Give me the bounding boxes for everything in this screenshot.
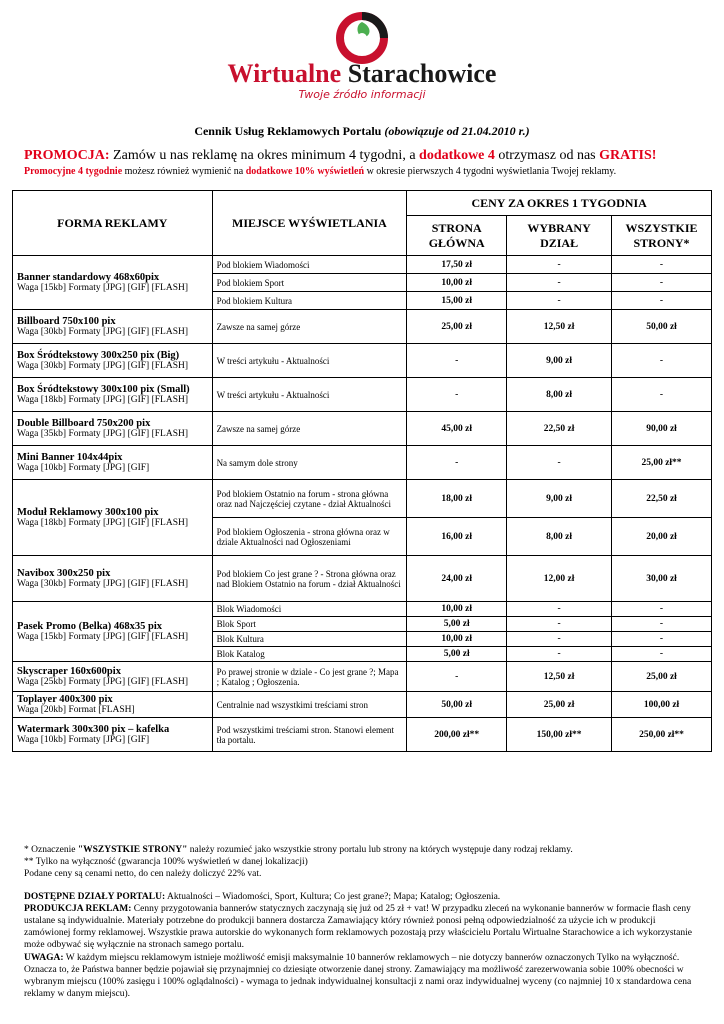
place-cell: Pod blokiem Co jest grane ? - Strona główna oraz nad Blokiem Ostatnio na forum - dział Aktualności: [212, 556, 407, 602]
header-miejsce: MIEJSCE WYŚWIETLANIA: [212, 191, 407, 256]
promo-label: PROMOCJA:: [24, 148, 110, 163]
ad-form-spec: Waga [30kb] Formaty [JPG] [GIF] [FLASH]: [17, 327, 189, 337]
ad-form-cell: [13, 602, 213, 662]
header-dzial: WYBRANY DZIAŁ: [507, 216, 612, 256]
ad-form-name: Pasek Promo (Belka) 468x35 pix: [17, 621, 163, 632]
price-section-cell: 22,50 zł: [507, 412, 612, 446]
price-home-cell: 17,50 zł: [407, 256, 507, 274]
table-row: [13, 556, 712, 602]
price-home-cell: 15,00 zł: [407, 292, 507, 310]
price-all-cell: 20,00 zł: [612, 518, 712, 556]
ad-form-cell: [13, 556, 213, 602]
ad-form-name: Mini Banner 104x44pix: [17, 452, 123, 463]
ad-form-cell: [13, 256, 213, 310]
note-uwaga: [24, 952, 704, 1001]
ad-form-cell: [13, 480, 213, 556]
note-dzialy: [24, 891, 704, 903]
price-all-cell: 22,50 zł: [612, 480, 712, 518]
price-all-cell: 25,00 zł: [612, 662, 712, 692]
price-home-cell: 16,00 zł: [407, 518, 507, 556]
price-all-cell: 100,00 zł: [612, 692, 712, 718]
table-row: [13, 602, 712, 617]
ad-form-spec: Waga [35kb] Formaty [JPG] [GIF] [FLASH]: [17, 429, 189, 439]
note-dzialy-label: DOSTĘPNE DZIAŁY PORTALU:: [24, 891, 166, 902]
ad-form-spec: Waga [18kb] Formaty [JPG] [GIF] [FLASH]: [17, 395, 189, 405]
ad-form-spec: Waga [10kb] Formaty [JPG] [GIF]: [17, 463, 150, 473]
price-section-cell: 25,00 zł: [507, 692, 612, 718]
price-all-cell: -: [612, 274, 712, 292]
table-row: [13, 412, 712, 446]
note1-c: należy rozumieć jako wszystkie strony portalu lub strony na których występuje dany rodzaj reklamy.: [187, 845, 573, 855]
ad-form-name: Banner standardowy 468x60pix: [17, 272, 160, 283]
table-row: [13, 344, 712, 378]
ad-form-spec: Waga [25kb] Formaty [JPG] [GIF] [FLASH]: [17, 677, 189, 687]
promo-text2: otrzymasz od nas: [498, 148, 596, 163]
price-section-cell: 8,00 zł: [507, 518, 612, 556]
note-double-asterisk: ** Tylko na wyłączność (gwarancja 100% wyświetleń w danej lokalizacji): [24, 857, 308, 868]
place-cell: Pod blokiem Ogłoszenia - strona główna oraz w dziale Aktualności nad Ogłoszeniami: [212, 518, 407, 556]
ad-form-name: Watermark 300x300 pix – kafelka: [17, 724, 170, 735]
ad-form-cell: [13, 662, 213, 692]
note-produkcja-text: Cenny przygotowania bannerów statycznych zaczynają się już od 25 zł + vat! W przypadku zleceń na wykonanie bannerów w formacie flash ceny ustalane są indywidualnie. Materiały potrzebne do produkcji bannera dostarcza Zamawiający który również ponosi pełną odpowiedzialność za użycie ich w produkcji zamówionej formy reklamowej. Wszystkie prawa autorskie do wykonanych form reklamowych pozostają przy właścicielu Portalu Wirtualne Starachowice a ich wykorzystanie może odbywać się wyłącznie na stronach samego portalu.: [24, 903, 693, 951]
notes: [24, 844, 704, 1000]
price-home-cell: 5,00 zł: [407, 617, 507, 632]
price-all-cell: -: [612, 292, 712, 310]
price-home-cell: 45,00 zł: [407, 412, 507, 446]
price-home-cell: -: [407, 662, 507, 692]
note1-b: "WSZYSTKIE STRONY": [77, 845, 188, 855]
price-section-cell: -: [507, 256, 612, 274]
ad-form-name: Toplayer 400x300 pix: [17, 694, 113, 705]
promo-free: GRATIS!: [599, 148, 657, 163]
place-cell: Zawsze na samej górze: [212, 310, 407, 344]
ad-form-spec: Waga [20kb] Format [FLASH]: [17, 705, 135, 715]
price-section-cell: -: [507, 446, 612, 480]
price-section-cell: 12,00 zł: [507, 556, 612, 602]
place-cell: Po prawej stronie w dziale - Co jest grane ?; Mapa ; Katalog ; Ogłoszenia.: [212, 662, 407, 692]
table-row: [13, 446, 712, 480]
ad-form-cell: [13, 718, 213, 752]
price-all-cell: -: [612, 256, 712, 274]
price-home-cell: 10,00 zł: [407, 274, 507, 292]
price-section-cell: 12,50 zł: [507, 662, 612, 692]
place-cell: Blok Kultura: [212, 632, 407, 647]
table-row: [13, 256, 712, 274]
heading-main: Cennik Usług Reklamowych Portalu: [194, 124, 382, 138]
heading-valid: (obowiązuje od 21.04.2010 r.): [384, 124, 530, 138]
logo-title: [0, 60, 724, 88]
place-cell: Pod wszystkimi treściami stron. Stanowi element tła portalu.: [212, 718, 407, 752]
price-all-cell: -: [612, 378, 712, 412]
document-heading: [0, 124, 724, 139]
promo-line2: [24, 166, 616, 177]
price-section-cell: 150,00 zł**: [507, 718, 612, 752]
price-home-cell: 200,00 zł**: [407, 718, 507, 752]
price-all-cell: -: [612, 647, 712, 662]
promo-line: [24, 148, 656, 164]
promo-bonus: dodatkowe 4: [419, 148, 495, 163]
table-row: [13, 718, 712, 752]
ad-form-spec: Waga [18kb] Formaty [JPG] [GIF] [FLASH]: [17, 518, 189, 528]
price-all-cell: -: [612, 602, 712, 617]
note-uwaga-text: W każdym miejscu reklamowym istnieje możliwość emisji maksymalnie 10 bannerów reklamowych – nie dotyczy bannerów oznaczonych Tylko na wyłączność. Oznacza to, że Państwa banner będzie pojawiał się przynajmniej co dziesiąte otworzenie danej strony. Zamawiający ma możliwość zarezerwowania sobie 100% obecności w wybranym miejscu (100% zasięgu i 100% oglądalności) - wymaga to jednak indywidualnej konsultacji z nami oraz indywidualnej wyceny (co najmniej 10 x standardowa cena reklamy w danym miejscu).: [24, 952, 692, 1000]
price-all-cell: 25,00 zł**: [612, 446, 712, 480]
ad-form-spec: Waga [15kb] Formaty [JPG] [GIF] [FLASH]: [17, 632, 189, 642]
price-all-cell: 50,00 zł: [612, 310, 712, 344]
place-cell: Pod blokiem Wiadomości: [212, 256, 407, 274]
place-cell: Blok Sport: [212, 617, 407, 632]
ad-form-cell: [13, 310, 213, 344]
ad-form-spec: Waga [15kb] Formaty [JPG] [GIF] [FLASH]: [17, 283, 189, 293]
ad-form-name: Box Śródtekstowy 300x100 pix (Small): [17, 384, 190, 395]
header-ceny: CENY ZA OKRES 1 TYGODNIA: [407, 191, 712, 216]
price-home-cell: 25,00 zł: [407, 310, 507, 344]
price-home-cell: -: [407, 378, 507, 412]
price-section-cell: -: [507, 274, 612, 292]
promo-line2-c: dodatkowe 10% wyświetleń: [245, 166, 365, 177]
price-section-cell: -: [507, 647, 612, 662]
price-home-cell: 5,00 zł: [407, 647, 507, 662]
place-cell: Pod blokiem Sport: [212, 274, 407, 292]
ad-form-name: Navibox 300x250 pix: [17, 568, 111, 579]
price-section-cell: 9,00 zł: [507, 480, 612, 518]
price-all-cell: -: [612, 632, 712, 647]
ad-form-spec: Waga [10kb] Formaty [JPG] [GIF]: [17, 735, 150, 745]
header-wszystkie: WSZYSTKIE STRONY*: [612, 216, 712, 256]
price-home-cell: 24,00 zł: [407, 556, 507, 602]
promo-text1: Zamów u nas reklamę na okres minimum 4 tygodni, a: [113, 148, 416, 163]
promo-line2-d: w okresie pierwszych 4 tygodni wyświetlania Twojej reklamy.: [366, 166, 617, 177]
table-row: [13, 310, 712, 344]
logo-flower-icon: [327, 12, 397, 64]
note-vat: Podane ceny są cenami netto, do cen należy doliczyć 22% vat.: [24, 869, 262, 880]
promo-line2-a: Promocyjne 4 tygodnie: [24, 166, 123, 177]
ad-form-name: Moduł Reklamowy 300x100 pix: [17, 507, 159, 518]
place-cell: Blok Wiadomości: [212, 602, 407, 617]
price-home-cell: -: [407, 344, 507, 378]
place-cell: W treści artykułu - Aktualności: [212, 378, 407, 412]
price-all-cell: 90,00 zł: [612, 412, 712, 446]
logo-word2: Starachowice: [347, 59, 497, 88]
price-table-body: [13, 256, 712, 752]
ad-form-cell: [13, 692, 213, 718]
note-produkcja-label: PRODUKCJA REKLAM:: [24, 903, 132, 914]
ad-form-name: Box Śródtekstowy 300x250 pix (Big): [17, 350, 180, 361]
ad-form-cell: [13, 344, 213, 378]
table-row: [13, 662, 712, 692]
logo-tagline: Twoje źródło informacji: [298, 88, 426, 101]
table-row: [13, 378, 712, 412]
price-section-cell: 8,00 zł: [507, 378, 612, 412]
ad-form-cell: [13, 378, 213, 412]
price-all-cell: -: [612, 344, 712, 378]
note-dzialy-text: Aktualności – Wiadomości, Sport, Kultura; Co jest grane?; Mapa; Katalog; Ogłoszenia.: [165, 891, 501, 902]
place-cell: Pod blokiem Ostatnio na forum - strona główna oraz nad Najczęściej czytane - dział Aktualności: [212, 480, 407, 518]
promo-line2-b: możesz również wymienić na: [124, 166, 244, 177]
logo: [0, 12, 724, 101]
price-home-cell: 18,00 zł: [407, 480, 507, 518]
place-cell: W treści artykułu - Aktualności: [212, 344, 407, 378]
price-section-cell: -: [507, 292, 612, 310]
place-cell: Pod blokiem Kultura: [212, 292, 407, 310]
price-section-cell: -: [507, 632, 612, 647]
note1-a: * Oznaczenie: [24, 845, 78, 855]
price-all-cell: 30,00 zł: [612, 556, 712, 602]
price-all-cell: -: [612, 617, 712, 632]
price-all-cell: 250,00 zł**: [612, 718, 712, 752]
ad-form-cell: [13, 446, 213, 480]
ad-form-cell: [13, 412, 213, 446]
price-section-cell: -: [507, 617, 612, 632]
price-home-cell: 10,00 zł: [407, 602, 507, 617]
place-cell: Na samym dole strony: [212, 446, 407, 480]
note-uwaga-label: UWAGA:: [24, 952, 64, 963]
note-asterisk: [24, 844, 704, 856]
price-section-cell: 9,00 zł: [507, 344, 612, 378]
price-section-cell: 12,50 zł: [507, 310, 612, 344]
price-home-cell: -: [407, 446, 507, 480]
price-section-cell: -: [507, 602, 612, 617]
ad-form-name: Skyscraper 160x600pix: [17, 666, 121, 677]
price-home-cell: 10,00 zł: [407, 632, 507, 647]
note-produkcja: [24, 903, 704, 952]
header-forma: FORMA REKLAMY: [13, 191, 213, 256]
ad-form-name: Billboard 750x100 pix: [17, 316, 116, 327]
place-cell: Zawsze na samej górze: [212, 412, 407, 446]
table-row: [13, 692, 712, 718]
ad-form-spec: Waga [30kb] Formaty [JPG] [GIF] [FLASH]: [17, 579, 189, 589]
price-table: [12, 190, 712, 752]
table-row: [13, 480, 712, 518]
place-cell: Blok Katalog: [212, 647, 407, 662]
ad-form-spec: Waga [30kb] Formaty [JPG] [GIF] [FLASH]: [17, 361, 189, 371]
ad-form-name: Double Billboard 750x200 pix: [17, 418, 151, 429]
price-home-cell: 50,00 zł: [407, 692, 507, 718]
place-cell: Centralnie nad wszystkimi treściami stron: [212, 692, 407, 718]
header-strona: STRONA GŁÓWNA: [407, 216, 507, 256]
logo-word1: Wirtualne: [227, 59, 342, 88]
